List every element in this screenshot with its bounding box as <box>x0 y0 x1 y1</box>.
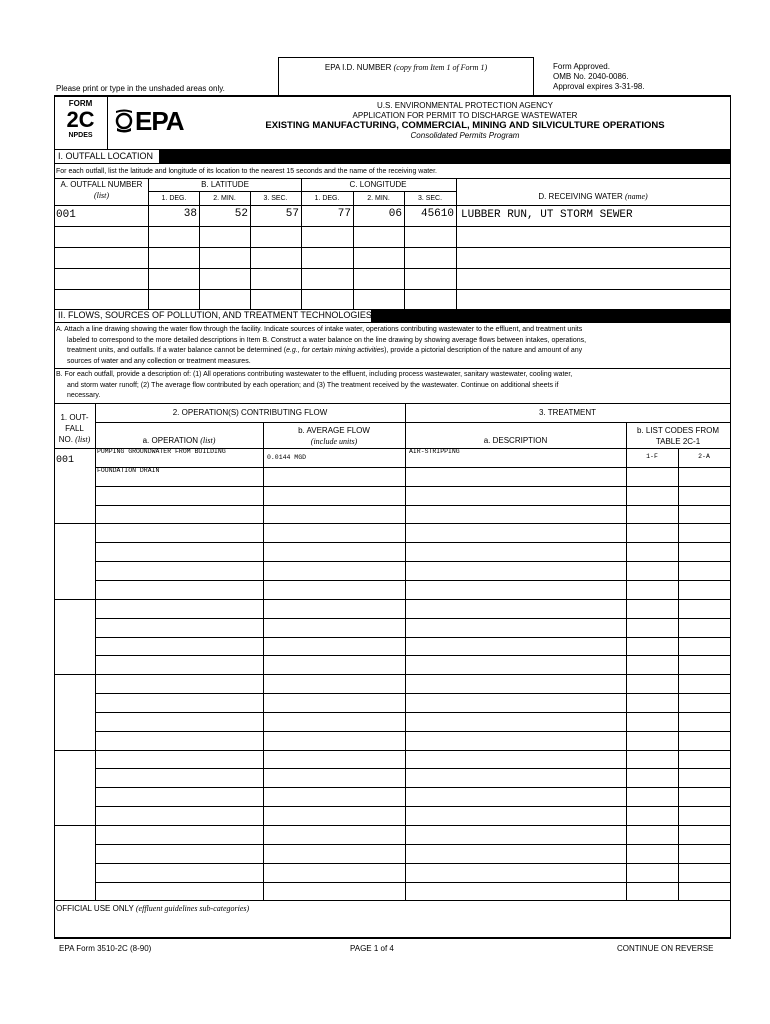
col-latitude: B. LATITUDE <box>201 180 249 189</box>
col-receiving-water: D. RECEIVING WATER (name) <box>538 192 648 201</box>
epa-logo: EPA <box>113 108 193 139</box>
col-treatment: 3. TREATMENT <box>538 408 597 417</box>
col-outfall-no: 1. OUT- FALL NO. (list) <box>58 413 91 444</box>
row-rule <box>95 731 731 732</box>
outfall-no-field[interactable]: 001 <box>56 455 75 466</box>
col-outfall-number: A. OUTFALL NUMBER <box>60 180 143 189</box>
col-longitude: C. LONGITUDE <box>349 180 407 189</box>
outfall-group-separator <box>54 674 731 675</box>
epa-id-label: EPA I.D. NUMBER (copy from Item 1 of Form 1) <box>324 63 488 72</box>
operation-field[interactable]: PUMPING GROUNDWATER FROM BUILDING <box>97 448 226 455</box>
outfall-group-separator <box>54 750 731 751</box>
row-rule <box>95 768 731 769</box>
item-a-instructions: A. Attach a line drawing showing the water flow through the facility. Indicate sources of intake water, operations contributing wastewater to the effluent, and treatment units labeled to correspond to the more detailed descriptions in Item B. Construct a water balance on the line drawing by showing average flows between intakes, operations, treatment units, and outfalls. If a water balance cannot be determined (e.g., for certain mining activities), provide a pictorial description of the nature and amount of any sources of water and any collection or treatment measures. <box>56 326 587 365</box>
row-rule <box>95 806 731 807</box>
row-rule <box>95 561 731 562</box>
epa-id-box[interactable] <box>278 57 534 95</box>
form-approval: Form Approved. OMB No. 2040-0086. Approval expires 3-31-98. <box>553 62 645 91</box>
lat-min-field[interactable]: 52 <box>234 208 248 220</box>
treatment-code-2-field[interactable]: 2-A <box>698 453 710 460</box>
outfall-number-field[interactable]: 001 <box>56 209 76 221</box>
section1-instruction: For each outfall, list the latitude and longitude of its location to the nearest 15 seconds and the name of the receiving water. <box>56 168 437 175</box>
page-number: PAGE 1 of 4 <box>350 944 394 953</box>
col-average-flow: b. AVERAGE FLOW (include units) <box>298 426 370 446</box>
row-rule <box>95 655 731 656</box>
row-rule <box>95 787 731 788</box>
treatment-description-field[interactable]: AIR-STRIPPING <box>409 448 460 455</box>
continue-on-reverse: CONTINUE ON REVERSE <box>617 944 714 953</box>
row-rule <box>95 618 731 619</box>
form-number: 2C <box>66 107 95 132</box>
lat-deg-field[interactable]: 38 <box>183 208 197 220</box>
form-id: EPA Form 3510-2C (8-90) <box>59 944 152 953</box>
long-deg-field[interactable]: 77 <box>337 208 351 220</box>
row-rule <box>95 844 731 845</box>
row-rule <box>95 542 731 543</box>
row-rule <box>95 505 731 506</box>
row-rule <box>95 467 731 468</box>
average-flow-field[interactable]: 0.0144 MGD <box>267 454 307 461</box>
section1-title: I. OUTFALL LOCATION <box>55 150 159 163</box>
col-operations: 2. OPERATION(S) CONTRIBUTING FLOW <box>172 408 328 417</box>
form-number-block: FORM 2C NPDES <box>54 97 108 149</box>
outfall-group-separator <box>54 599 731 600</box>
form-title: EXISTING MANUFACTURING, COMMERCIAL, MINING AND SILVICULTURE OPERATIONS <box>265 120 665 131</box>
col-description: a. DESCRIPTION <box>483 436 548 445</box>
row-rule <box>95 486 731 487</box>
item-b-instructions: B. For each outfall, provide a description of: (1) All operations contributing wastewater to the effluent, including process wastewater, sanitary wastewater, cooling water, and storm water runoff; (2) The average flow contributed by each operation; and (3) The treatment received by the wastewater. Continue on additional sheets if necessary. <box>56 371 573 399</box>
row-rule <box>95 712 731 713</box>
row-rule <box>95 637 731 638</box>
row-rule <box>95 693 731 694</box>
row-rule <box>95 863 731 864</box>
operation-field-line2[interactable]: FOUNDATION DRAIN <box>97 467 160 474</box>
col-operation-a: a. OPERATION (list) <box>142 436 216 445</box>
print-note: Please print or type in the unshaded areas only. <box>56 84 225 93</box>
outfall-group-separator <box>54 523 731 524</box>
col-codes: b. LIST CODES FROM TABLE 2C-1 <box>636 426 720 446</box>
row-rule <box>95 882 731 883</box>
section2-title: II. FLOWS, SOURCES OF POLLUTION, AND TREATMENT TECHNOLOGIES <box>55 310 371 322</box>
official-use-label: OFFICIAL USE ONLY (effluent guidelines sub-categories) <box>56 904 250 913</box>
outfall-group-separator <box>54 825 731 826</box>
row-rule <box>95 580 731 581</box>
lat-sec-field[interactable]: 57 <box>285 208 299 220</box>
long-sec-field[interactable]: 45610 <box>420 208 454 220</box>
receiving-water-field[interactable]: LUBBER RUN, UT STORM SEWER <box>461 209 633 221</box>
treatment-code-1-field[interactable]: 1-F <box>646 453 658 460</box>
form-heading: U.S. ENVIRONMENTAL PROTECTION AGENCY APPLICATION FOR PERMIT TO DISCHARGE WASTEWATER EXISTING MANUFACTURING, COMMERCIAL, MINING AND SILVICULTURE OPERATIONS Consolidated Permits Program <box>230 101 700 141</box>
long-min-field[interactable]: 06 <box>388 208 402 220</box>
